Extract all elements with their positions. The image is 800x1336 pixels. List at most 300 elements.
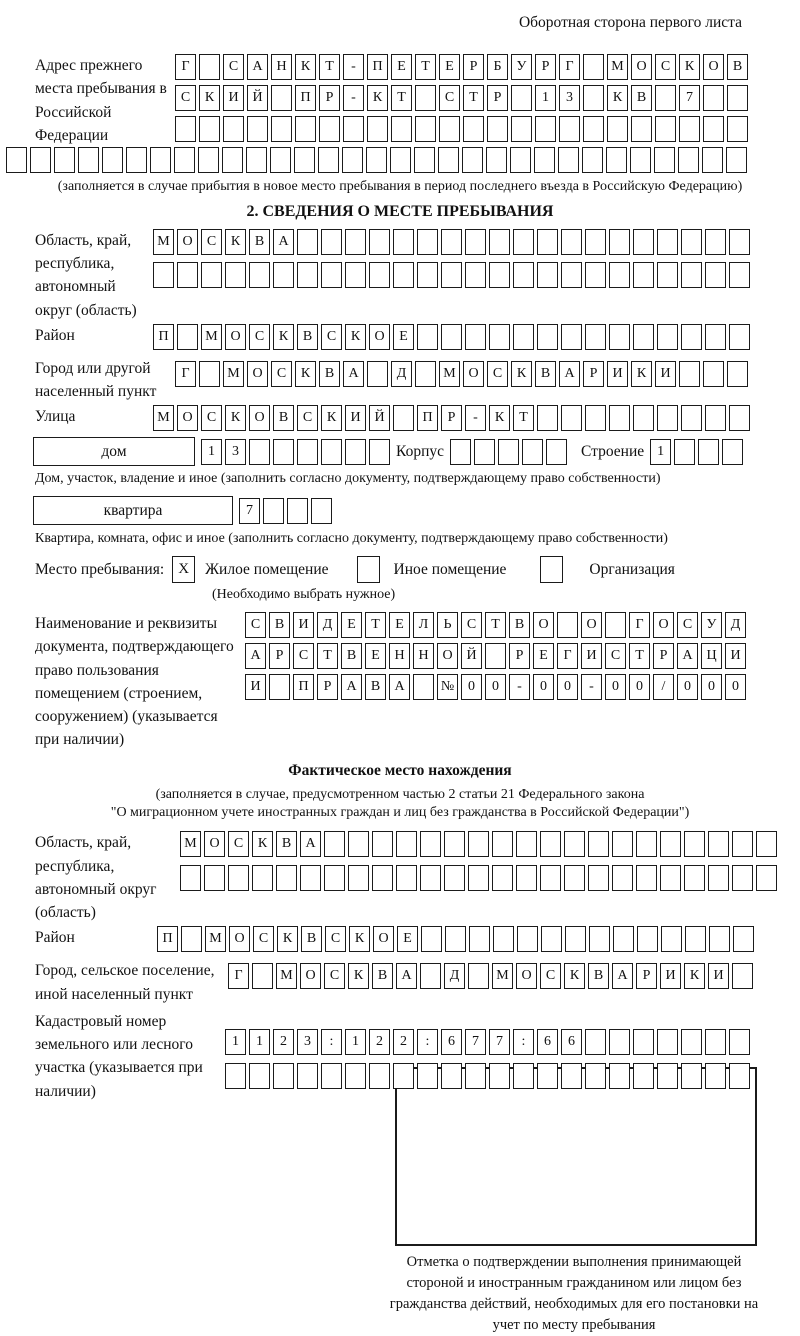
char-cell[interactable]: Й [247,85,268,111]
char-cell[interactable] [199,361,220,387]
char-cell[interactable]: К [345,324,366,350]
char-cell[interactable]: - [581,674,602,700]
char-cell[interactable] [343,116,364,142]
char-cell[interactable]: С [461,612,482,638]
char-cell[interactable] [225,262,246,288]
char-cell[interactable] [420,831,441,857]
char-cell[interactable] [609,1063,630,1089]
char-cell[interactable] [756,865,777,891]
char-cell[interactable]: Т [391,85,412,111]
char-cell[interactable] [270,147,291,173]
char-cell[interactable] [708,831,729,857]
region-row-1[interactable] [153,229,750,255]
char-cell[interactable]: В [372,963,393,989]
char-cell[interactable] [655,116,676,142]
char-cell[interactable]: : [417,1029,438,1055]
char-cell[interactable] [732,831,753,857]
char-cell[interactable]: Т [485,612,506,638]
char-cell[interactable] [756,831,777,857]
char-cell[interactable]: А [559,361,580,387]
char-cell[interactable]: Д [444,963,465,989]
char-cell[interactable] [321,229,342,255]
char-cell[interactable] [345,439,366,465]
char-cell[interactable]: 1 [650,439,671,465]
char-cell[interactable]: Н [413,643,434,669]
char-cell[interactable]: 3 [559,85,580,111]
char-cell[interactable] [441,262,462,288]
char-cell[interactable] [474,439,495,465]
char-cell[interactable] [513,229,534,255]
char-cell[interactable]: И [581,643,602,669]
char-cell[interactable]: П [367,54,388,80]
char-cell[interactable] [583,54,604,80]
char-cell[interactable]: Е [365,643,386,669]
char-cell[interactable] [348,831,369,857]
char-cell[interactable] [609,324,630,350]
char-cell[interactable]: С [321,324,342,350]
char-cell[interactable]: И [708,963,729,989]
char-cell[interactable]: С [487,361,508,387]
char-cell[interactable]: 0 [701,674,722,700]
char-cell[interactable]: Ь [437,612,458,638]
char-cell[interactable] [367,361,388,387]
char-cell[interactable]: Б [487,54,508,80]
char-cell[interactable] [345,229,366,255]
char-cell[interactable] [498,439,519,465]
char-cell[interactable] [511,116,532,142]
region-row-2[interactable] [153,262,750,288]
stay-type-checkbox-other-premises[interactable] [357,556,380,583]
char-cell[interactable] [271,116,292,142]
char-cell[interactable] [679,116,700,142]
street-cells[interactable] [153,405,750,431]
char-cell[interactable] [462,147,483,173]
char-cell[interactable] [705,324,726,350]
char-cell[interactable] [372,865,393,891]
char-cell[interactable]: 7 [489,1029,510,1055]
char-cell[interactable]: О [229,926,250,952]
char-cell[interactable]: 1 [345,1029,366,1055]
actual-city-cells[interactable] [228,963,753,989]
char-cell[interactable]: 2 [369,1029,390,1055]
char-cell[interactable] [561,405,582,431]
house-type-box[interactable]: дом [33,437,195,466]
char-cell[interactable]: В [509,612,530,638]
char-cell[interactable]: К [367,85,388,111]
char-cell[interactable]: К [511,361,532,387]
char-cell[interactable]: : [321,1029,342,1055]
char-cell[interactable]: О [463,361,484,387]
char-cell[interactable]: 7 [239,498,260,524]
char-cell[interactable] [321,1063,342,1089]
char-cell[interactable]: И [660,963,681,989]
char-cell[interactable] [273,262,294,288]
char-cell[interactable]: 2 [273,1029,294,1055]
char-cell[interactable] [633,262,654,288]
char-cell[interactable] [537,262,558,288]
char-cell[interactable] [297,439,318,465]
char-cell[interactable]: 0 [461,674,482,700]
char-cell[interactable]: В [276,831,297,857]
char-cell[interactable]: 6 [537,1029,558,1055]
char-cell[interactable] [348,865,369,891]
char-cell[interactable]: - [343,54,364,80]
char-cell[interactable] [463,116,484,142]
char-cell[interactable]: 0 [533,674,554,700]
char-cell[interactable] [729,1029,750,1055]
char-cell[interactable] [681,405,702,431]
char-cell[interactable]: И [223,85,244,111]
char-cell[interactable]: Е [439,54,460,80]
char-cell[interactable] [324,865,345,891]
char-cell[interactable] [582,147,603,173]
char-cell[interactable] [324,831,345,857]
actual-district-cells[interactable] [157,926,754,952]
char-cell[interactable]: 3 [297,1029,318,1055]
char-cell[interactable] [294,147,315,173]
char-cell[interactable] [583,116,604,142]
char-cell[interactable]: Р [653,643,674,669]
char-cell[interactable] [564,831,585,857]
char-cell[interactable] [126,147,147,173]
char-cell[interactable]: М [607,54,628,80]
char-cell[interactable] [612,831,633,857]
char-cell[interactable] [465,262,486,288]
char-cell[interactable]: И [293,612,314,638]
char-cell[interactable] [311,498,332,524]
char-cell[interactable] [657,262,678,288]
char-cell[interactable] [413,674,434,700]
char-cell[interactable]: Т [319,54,340,80]
char-cell[interactable] [201,262,222,288]
char-cell[interactable]: Г [559,54,580,80]
char-cell[interactable]: С [175,85,196,111]
char-cell[interactable]: Н [271,54,292,80]
cadastral-row-1[interactable] [225,1029,750,1055]
char-cell[interactable] [681,324,702,350]
char-cell[interactable]: : [513,1029,534,1055]
char-cell[interactable]: С [245,612,266,638]
char-cell[interactable]: К [607,85,628,111]
char-cell[interactable] [636,831,657,857]
char-cell[interactable]: А [341,674,362,700]
char-cell[interactable] [674,439,695,465]
char-cell[interactable] [493,926,514,952]
char-cell[interactable]: О [516,963,537,989]
char-cell[interactable] [727,85,748,111]
char-cell[interactable] [273,1063,294,1089]
char-cell[interactable]: О [437,643,458,669]
char-cell[interactable] [78,147,99,173]
char-cell[interactable] [729,324,750,350]
char-cell[interactable]: 6 [441,1029,462,1055]
char-cell[interactable]: А [245,643,266,669]
char-cell[interactable] [726,147,747,173]
char-cell[interactable] [657,1029,678,1055]
char-cell[interactable] [297,262,318,288]
char-cell[interactable]: Г [228,963,249,989]
char-cell[interactable]: С [228,831,249,857]
char-cell[interactable]: С [271,361,292,387]
char-cell[interactable] [517,926,538,952]
char-cell[interactable]: Г [557,643,578,669]
char-cell[interactable] [485,643,506,669]
char-cell[interactable] [102,147,123,173]
char-cell[interactable]: Р [509,643,530,669]
char-cell[interactable]: К [348,963,369,989]
char-cell[interactable]: 0 [677,674,698,700]
char-cell[interactable]: Г [175,361,196,387]
char-cell[interactable] [199,116,220,142]
char-cell[interactable]: О [249,405,270,431]
prev-address-row-3[interactable] [175,116,748,142]
char-cell[interactable] [273,439,294,465]
char-cell[interactable] [588,865,609,891]
char-cell[interactable] [637,926,658,952]
char-cell[interactable] [613,926,634,952]
char-cell[interactable]: Л [413,612,434,638]
char-cell[interactable]: Р [319,85,340,111]
char-cell[interactable] [585,262,606,288]
char-cell[interactable] [585,1029,606,1055]
char-cell[interactable]: 2 [393,1029,414,1055]
char-cell[interactable]: С [540,963,561,989]
char-cell[interactable]: К [349,926,370,952]
char-cell[interactable] [295,116,316,142]
char-cell[interactable]: О [177,229,198,255]
char-cell[interactable] [511,85,532,111]
char-cell[interactable] [609,405,630,431]
char-cell[interactable]: Г [629,612,650,638]
char-cell[interactable]: 1 [225,1029,246,1055]
char-cell[interactable] [705,229,726,255]
char-cell[interactable]: А [396,963,417,989]
char-cell[interactable]: М [439,361,460,387]
char-cell[interactable]: Р [441,405,462,431]
char-cell[interactable]: И [725,643,746,669]
char-cell[interactable]: П [157,926,178,952]
char-cell[interactable] [249,262,270,288]
char-cell[interactable]: К [225,405,246,431]
char-cell[interactable]: А [273,229,294,255]
char-cell[interactable] [204,865,225,891]
char-cell[interactable] [465,229,486,255]
char-cell[interactable]: О [300,963,321,989]
char-cell[interactable] [535,116,556,142]
char-cell[interactable] [709,926,730,952]
char-cell[interactable]: В [301,926,322,952]
char-cell[interactable]: В [535,361,556,387]
char-cell[interactable] [421,926,442,952]
char-cell[interactable]: И [607,361,628,387]
char-cell[interactable] [486,147,507,173]
char-cell[interactable] [252,963,273,989]
char-cell[interactable] [565,926,586,952]
char-cell[interactable] [727,116,748,142]
char-cell[interactable] [417,229,438,255]
char-cell[interactable] [415,85,436,111]
char-cell[interactable]: Т [629,643,650,669]
char-cell[interactable]: П [295,85,316,111]
char-cell[interactable]: А [300,831,321,857]
char-cell[interactable]: Р [317,674,338,700]
char-cell[interactable]: 1 [249,1029,270,1055]
char-cell[interactable]: И [655,361,676,387]
char-cell[interactable]: С [249,324,270,350]
char-cell[interactable] [609,262,630,288]
char-cell[interactable] [657,229,678,255]
char-cell[interactable]: В [269,612,290,638]
char-cell[interactable]: К [631,361,652,387]
char-cell[interactable]: Й [461,643,482,669]
char-cell[interactable] [417,1063,438,1089]
char-cell[interactable] [246,147,267,173]
char-cell[interactable]: 1 [201,439,222,465]
char-cell[interactable]: Н [389,643,410,669]
char-cell[interactable] [557,612,578,638]
char-cell[interactable]: Д [317,612,338,638]
char-cell[interactable] [249,439,270,465]
char-cell[interactable] [489,229,510,255]
char-cell[interactable] [181,926,202,952]
char-cell[interactable] [396,865,417,891]
char-cell[interactable] [513,324,534,350]
char-cell[interactable] [420,865,441,891]
char-cell[interactable]: Е [397,926,418,952]
prev-address-row-2[interactable] [175,85,748,111]
char-cell[interactable]: - [465,405,486,431]
char-cell[interactable] [681,229,702,255]
char-cell[interactable] [510,147,531,173]
char-cell[interactable] [705,405,726,431]
char-cell[interactable] [585,405,606,431]
char-cell[interactable]: Р [535,54,556,80]
char-cell[interactable] [223,116,244,142]
char-cell[interactable] [609,229,630,255]
char-cell[interactable] [390,147,411,173]
char-cell[interactable]: И [245,674,266,700]
char-cell[interactable]: Г [175,54,196,80]
char-cell[interactable] [468,963,489,989]
char-cell[interactable]: С [439,85,460,111]
char-cell[interactable] [369,439,390,465]
char-cell[interactable] [318,147,339,173]
char-cell[interactable] [681,1029,702,1055]
char-cell[interactable] [522,439,543,465]
char-cell[interactable]: Р [463,54,484,80]
char-cell[interactable]: Д [725,612,746,638]
char-cell[interactable] [633,1063,654,1089]
char-cell[interactable]: С [201,405,222,431]
char-cell[interactable]: К [199,85,220,111]
char-cell[interactable]: Т [415,54,436,80]
char-cell[interactable]: Р [487,85,508,111]
char-cell[interactable]: С [201,229,222,255]
char-cell[interactable] [513,262,534,288]
char-cell[interactable] [444,865,465,891]
char-cell[interactable]: К [321,405,342,431]
char-cell[interactable] [681,262,702,288]
char-cell[interactable] [732,865,753,891]
char-cell[interactable]: Е [389,612,410,638]
char-cell[interactable]: 6 [561,1029,582,1055]
char-cell[interactable]: С [655,54,676,80]
char-cell[interactable]: Р [636,963,657,989]
char-cell[interactable] [444,831,465,857]
char-cell[interactable] [703,116,724,142]
char-cell[interactable] [607,116,628,142]
char-cell[interactable] [177,262,198,288]
char-cell[interactable]: К [252,831,273,857]
char-cell[interactable] [708,865,729,891]
char-cell[interactable] [733,926,754,952]
char-cell[interactable] [393,229,414,255]
apartment-type-box[interactable]: квартира [33,496,233,525]
cadastral-row-2[interactable] [225,1063,750,1089]
char-cell[interactable] [516,831,537,857]
char-cell[interactable]: Т [365,612,386,638]
char-cell[interactable]: С [325,926,346,952]
char-cell[interactable] [465,1063,486,1089]
char-cell[interactable]: А [247,54,268,80]
char-cell[interactable] [729,405,750,431]
stroenie-cells[interactable] [650,439,743,465]
char-cell[interactable]: М [201,324,222,350]
char-cell[interactable]: У [701,612,722,638]
char-cell[interactable]: К [273,324,294,350]
char-cell[interactable] [438,147,459,173]
char-cell[interactable]: И [345,405,366,431]
char-cell[interactable] [150,147,171,173]
char-cell[interactable] [729,1063,750,1089]
char-cell[interactable]: М [153,229,174,255]
char-cell[interactable] [516,865,537,891]
char-cell[interactable] [698,439,719,465]
char-cell[interactable]: А [389,674,410,700]
char-cell[interactable] [585,1063,606,1089]
char-cell[interactable] [297,229,318,255]
char-cell[interactable] [391,116,412,142]
house-cells[interactable] [201,439,390,465]
char-cell[interactable] [393,1063,414,1089]
char-cell[interactable] [441,1063,462,1089]
char-cell[interactable] [605,612,626,638]
char-cell[interactable] [703,361,724,387]
char-cell[interactable] [487,116,508,142]
char-cell[interactable] [417,324,438,350]
char-cell[interactable] [585,324,606,350]
char-cell[interactable] [705,262,726,288]
char-cell[interactable] [225,1063,246,1089]
char-cell[interactable]: / [653,674,674,700]
char-cell[interactable] [492,831,513,857]
char-cell[interactable] [54,147,75,173]
char-cell[interactable] [469,926,490,952]
char-cell[interactable] [732,963,753,989]
char-cell[interactable]: В [273,405,294,431]
char-cell[interactable]: К [295,361,316,387]
char-cell[interactable]: В [727,54,748,80]
char-cell[interactable] [585,229,606,255]
char-cell[interactable]: Е [391,54,412,80]
char-cell[interactable]: К [564,963,585,989]
char-cell[interactable] [631,116,652,142]
char-cell[interactable] [372,831,393,857]
char-cell[interactable] [583,85,604,111]
char-cell[interactable] [468,865,489,891]
document-row-3[interactable] [245,674,746,700]
char-cell[interactable] [199,54,220,80]
